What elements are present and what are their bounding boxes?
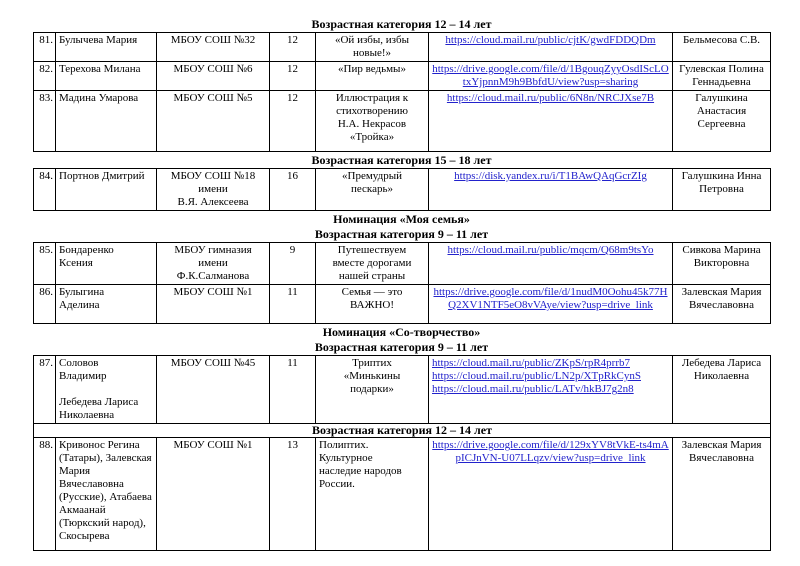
cell-name-line: Николаевна xyxy=(59,409,115,421)
cell-teacher-text: Гулевская Полина Геннадьевна xyxy=(679,63,764,88)
link-line xyxy=(432,170,669,183)
results-table xyxy=(33,168,771,211)
cell-school-line: В.Я. Алексеева xyxy=(177,196,249,208)
cell-school-text: МБОУ СОШ №32 xyxy=(170,34,256,46)
cell-school xyxy=(157,438,270,551)
cell-title-line: «Тройка» xyxy=(349,131,395,143)
section-header: Возрастная категория 9 – 11 лет xyxy=(314,227,489,241)
cell-age-text: 12 xyxy=(287,92,298,104)
cell-links xyxy=(429,33,673,62)
cell-links xyxy=(429,91,673,152)
cell-number xyxy=(34,438,56,551)
cell-school-line: МБОУ СОШ №18 xyxy=(170,170,256,182)
link-line xyxy=(432,383,669,396)
cell-number-text: 82. xyxy=(39,63,53,75)
cell-teacher-text: Лебедева Лариса Николаевна xyxy=(681,357,762,382)
cell-title-line: подарки» xyxy=(350,383,394,395)
cell-teacher-text: Залевская Мария Вячеславовна xyxy=(681,439,762,464)
cell-name-text: Мадина Умарова xyxy=(59,92,139,104)
cell-title-line: новые!» xyxy=(352,47,392,59)
cell-title xyxy=(316,33,429,62)
cell-name xyxy=(56,62,157,91)
cell-age-text: 9 xyxy=(289,244,296,256)
cell-number-text: 85. xyxy=(39,244,53,256)
cell-name-line xyxy=(59,383,153,396)
cell-teacher-text: Галушкина Инна Петровна xyxy=(681,170,762,195)
cell-age xyxy=(270,438,316,551)
cell-title-line: пескарь» xyxy=(350,183,393,195)
cell-links xyxy=(429,169,673,211)
result-link[interactable]: https://cloud.mail.ru/public/LATv/hkBJ7g2n8 xyxy=(432,383,634,395)
cell-name-line: Лебедева Лариса xyxy=(59,396,139,408)
cell-school-line: Ф.К.Салманова xyxy=(176,270,250,282)
cell-name-line: Булыгина xyxy=(59,286,105,298)
table-row xyxy=(34,169,771,211)
cell-age xyxy=(270,356,316,424)
cell-links xyxy=(429,62,673,91)
link-line xyxy=(432,63,669,89)
section-header: Возрастная категория 12 – 14 лет xyxy=(311,17,492,31)
age-category-subheader: Возрастная категория 12 – 14 лет xyxy=(34,424,771,438)
cell-title xyxy=(316,243,429,285)
cell-title xyxy=(316,356,429,424)
cell-school xyxy=(157,169,270,211)
cell-title-line: Триптих xyxy=(352,357,392,369)
cell-number xyxy=(34,169,56,211)
cell-name-text: Терехова Милана xyxy=(59,63,141,75)
link-line xyxy=(432,370,669,383)
cell-number-text: 86. xyxy=(39,286,53,298)
result-link[interactable]: https://drive.google.com/file/d/129xYV8tVkE-ts4mApICJnVN-U07LLqzv/view?usp=drive_link xyxy=(432,439,669,464)
result-link[interactable]: https://cloud.mail.ru/public/cjtK/gwdFDDQDm xyxy=(445,34,656,46)
cell-school-text: МБОУ СОШ №1 xyxy=(173,286,253,298)
cell-school xyxy=(157,33,270,62)
cell-links xyxy=(429,243,673,285)
cell-school xyxy=(157,62,270,91)
cell-age-text: 12 xyxy=(287,34,298,46)
cell-name xyxy=(56,243,157,285)
cell-age-text: 13 xyxy=(287,439,298,451)
cell-age xyxy=(270,285,316,324)
table-row xyxy=(34,285,771,324)
cell-age xyxy=(270,243,316,285)
result-link[interactable]: https://cloud.mail.ru/public/LN2p/XTpRkCynS xyxy=(432,370,641,382)
table-row xyxy=(34,243,771,285)
cell-name-text: Портнов Дмитрий xyxy=(59,170,145,182)
cell-title-line: стихотворению xyxy=(336,105,408,117)
cell-title xyxy=(316,438,429,551)
cell-number-text: 83. xyxy=(39,92,53,104)
cell-school-text: МБОУ СОШ №45 xyxy=(170,357,256,369)
table-row xyxy=(34,356,771,424)
table-row xyxy=(34,438,771,551)
cell-age xyxy=(270,62,316,91)
cell-age-text: 11 xyxy=(287,286,298,298)
cell-title-line: наследие народов xyxy=(319,465,402,477)
cell-title-line: вместе дорогами xyxy=(332,257,412,269)
cell-title xyxy=(316,169,429,211)
cell-number-text: 88. xyxy=(39,439,53,451)
cell-title-line: «Премудрый xyxy=(342,170,402,182)
cell-teacher xyxy=(673,243,771,285)
result-link[interactable]: https://disk.yandex.ru/i/T1BAwQAqGcrZIg xyxy=(454,170,647,182)
cell-name xyxy=(56,33,157,62)
cell-number-text: 81. xyxy=(39,34,53,46)
cell-teacher xyxy=(673,62,771,91)
result-link[interactable]: https://cloud.mail.ru/public/ZKpS/rpR4prrb7 xyxy=(432,357,630,369)
cell-teacher-text: Залевская Мария Вячеславовна xyxy=(681,286,762,311)
result-link[interactable]: https://drive.google.com/file/d/1nudM0Oohu45k77HQ2XV1NTF5eO8vVAye/view?usp=drive_link xyxy=(433,286,668,311)
cell-number xyxy=(34,356,56,424)
cell-school-text: МБОУ СОШ №1 xyxy=(173,439,253,451)
section-header: Возрастная категория 15 – 18 лет xyxy=(311,153,492,167)
table-row xyxy=(34,33,771,62)
cell-age xyxy=(270,33,316,62)
cell-number xyxy=(34,243,56,285)
cell-name xyxy=(56,356,157,424)
cell-title-line: ВАЖНО! xyxy=(350,299,394,311)
cell-school-line: имени xyxy=(198,183,228,195)
table-row xyxy=(34,91,771,152)
cell-name-line: Владимир xyxy=(59,370,107,382)
cell-teacher-text: Бельмесова С.В. xyxy=(682,34,761,46)
cell-number xyxy=(34,33,56,62)
cell-name-line: Аделина xyxy=(59,299,100,311)
result-link[interactable]: https://cloud.mail.ru/public/mqcm/Q68m9tsYo xyxy=(447,244,654,256)
section-header: Номинация «Со-творчество» xyxy=(322,325,481,339)
cell-school-text: МБОУ СОШ №6 xyxy=(173,63,253,75)
cell-title xyxy=(316,62,429,91)
cell-school xyxy=(157,243,270,285)
cell-title-line: России. xyxy=(319,478,355,490)
cell-teacher-text: Сивкова Марина Викторовна xyxy=(682,244,761,269)
cell-title xyxy=(316,91,429,152)
cell-number xyxy=(34,91,56,152)
cell-teacher-text: Галушкина Анастасия Сергеевна xyxy=(695,92,748,130)
cell-name xyxy=(56,438,157,551)
cell-title-line: Иллюстрация к xyxy=(335,92,409,104)
cell-age-text: 11 xyxy=(287,357,298,369)
cell-number-text: 87. xyxy=(39,357,53,369)
cell-school-line: МБОУ гимназия xyxy=(174,244,252,256)
cell-age-text: 16 xyxy=(287,170,298,182)
link-line xyxy=(432,34,669,47)
section-header: Номинация «Моя семья» xyxy=(333,212,470,226)
results-table xyxy=(33,355,771,551)
cell-school xyxy=(157,285,270,324)
cell-number-text: 84. xyxy=(39,170,53,182)
cell-teacher xyxy=(673,33,771,62)
cell-age xyxy=(270,169,316,211)
cell-name xyxy=(56,169,157,211)
cell-name xyxy=(56,285,157,324)
cell-name-text: Булычева Мария xyxy=(59,34,138,46)
cell-name-line: Бондаренко xyxy=(59,244,114,256)
cell-number xyxy=(34,285,56,324)
result-link[interactable]: https://cloud.mail.ru/public/6N8n/NRCJXse7B xyxy=(446,92,655,104)
cell-name-line: Ксения xyxy=(59,257,93,269)
cell-teacher xyxy=(673,356,771,424)
cell-school-line: имени xyxy=(198,257,228,269)
cell-school xyxy=(157,91,270,152)
cell-name xyxy=(56,91,157,152)
cell-teacher xyxy=(673,285,771,324)
cell-name-text: Кривонос Регина (Татары), Залевская Мария Вячеславовна (Русские), Атабаева Акмаанай (Тюркский народ), Скосырева xyxy=(59,439,152,542)
cell-number xyxy=(34,62,56,91)
cell-title-line: Полиптих. xyxy=(319,439,369,451)
cell-links xyxy=(429,356,673,424)
link-line xyxy=(432,439,669,465)
cell-age-text: 12 xyxy=(287,63,298,75)
results-table xyxy=(33,242,771,324)
cell-title-line: Культурное xyxy=(319,452,373,464)
cell-name-line: Соловов xyxy=(59,357,99,369)
link-line xyxy=(432,286,669,312)
link-line xyxy=(432,244,669,257)
cell-age xyxy=(270,91,316,152)
cell-teacher xyxy=(673,169,771,211)
cell-teacher xyxy=(673,91,771,152)
cell-title-line: Н.А. Некрасов xyxy=(337,118,407,130)
results-table xyxy=(33,32,771,152)
link-line xyxy=(432,92,669,105)
cell-title-line: Путешествуем xyxy=(337,244,407,256)
result-link[interactable]: https://drive.google.com/file/d/1BgouqZyyOsdIScLOtxYjpnnM9h9BbfdU/view?usp=sharing xyxy=(432,63,669,88)
table-row xyxy=(34,62,771,91)
cell-title-line: «Ой избы, избы xyxy=(334,34,410,46)
cell-title-line: нашей страны xyxy=(338,270,406,282)
cell-links xyxy=(429,438,673,551)
cell-title-line: «Минькины xyxy=(343,370,401,382)
cell-school xyxy=(157,356,270,424)
cell-teacher xyxy=(673,438,771,551)
subheader-row xyxy=(34,424,771,438)
cell-title-line: «Пир ведьмы» xyxy=(338,63,406,75)
cell-title xyxy=(316,285,429,324)
link-line xyxy=(432,357,669,370)
cell-school-text: МБОУ СОШ №5 xyxy=(173,92,253,104)
section-header: Возрастная категория 9 – 11 лет xyxy=(314,340,489,354)
cell-links xyxy=(429,285,673,324)
cell-title-line: Семья — это xyxy=(341,286,403,298)
